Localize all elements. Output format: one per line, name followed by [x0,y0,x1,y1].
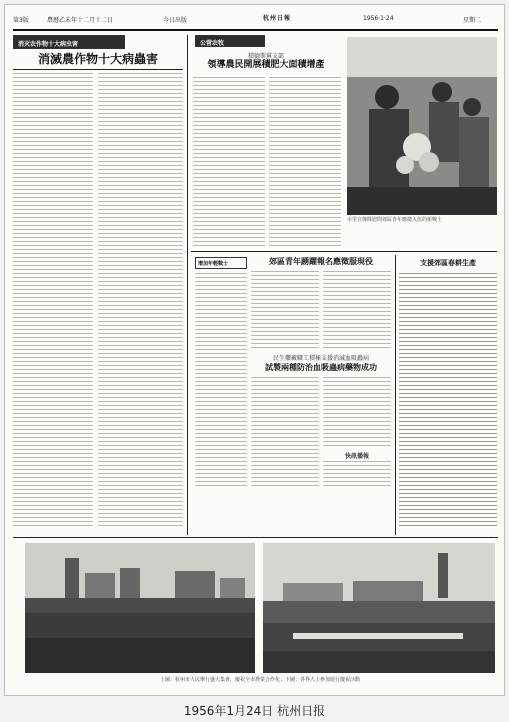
center-mid-headline: 郊區青年踴躍報名應徵服現役 [269,256,373,266]
center-kicker: 公营农牧 [200,40,225,47]
left-rule [13,69,183,70]
center-subtitle: 積德斯黨支部 [247,53,284,60]
center-headline: 領導農民開展積肥大面積增產 [207,60,325,70]
column-divider-right [395,255,396,535]
photo-section-rule [13,537,498,538]
bottom-right-photo [263,543,495,673]
newspaper-page [4,4,505,696]
page-number: 第3版 [13,17,29,24]
left-kicker: 消灭农作物十大病虫害 [18,41,79,48]
column-divider-left [187,35,188,535]
left-kicker-banner [13,35,125,49]
weekday: 星期二 [463,17,482,24]
top-right-photo [347,37,497,215]
image-caption: 1956年1月24日 杭州日报 [183,704,326,718]
lunar-date: 農曆乙未年十二月十二日 [47,17,114,24]
center-mid-col1 [251,271,319,349]
top-right-photo-caption: 市里宣傳隊慰問郊區青年應徵入伍的新戰士 [347,217,443,223]
center-horizontal-rule [191,251,497,252]
center-mid-col4 [323,377,391,447]
small-news-body [323,461,391,489]
rally-photo-image [25,543,255,673]
center-mid-col3 [251,377,319,489]
parade-photo-image [263,543,495,673]
small-news-title: 快訊播報 [344,453,369,460]
center-article-col1 [193,77,265,247]
center-mid-headline2: 試製兩種防治血吸蟲病藥物成功 [265,362,377,372]
center-article-col2 [269,77,341,247]
right-article [399,273,497,528]
left-headline: 消滅農作物十大病蟲害 [37,52,158,66]
right-headline: 支援郊區春耕生產 [420,258,476,267]
bottom-photo-caption: 上圖：杭州市人民舉行盛大集會，慶祝全市農業合作化；下圖：各界人士參加遊行慶祝活動 [159,677,360,683]
center-mid-subhead: 民生藥廠職工積極支援消滅血吸蟲病 [272,355,369,362]
page-header [13,11,498,31]
bottom-left-photo [25,543,255,673]
center-kicker-banner [195,35,265,47]
side-box [195,257,247,269]
center-mid-col2 [323,271,391,349]
edition-note: 今日出版 [163,17,188,24]
masthead: 杭州日報 [263,15,292,22]
photo-crowd-image [347,37,497,215]
side-article [195,273,247,488]
left-article-col2 [98,73,183,528]
side-title: 增加年輕戰士 [198,261,229,267]
issue-date: 1956·1·24 [363,15,394,22]
left-article-col1 [13,73,93,528]
